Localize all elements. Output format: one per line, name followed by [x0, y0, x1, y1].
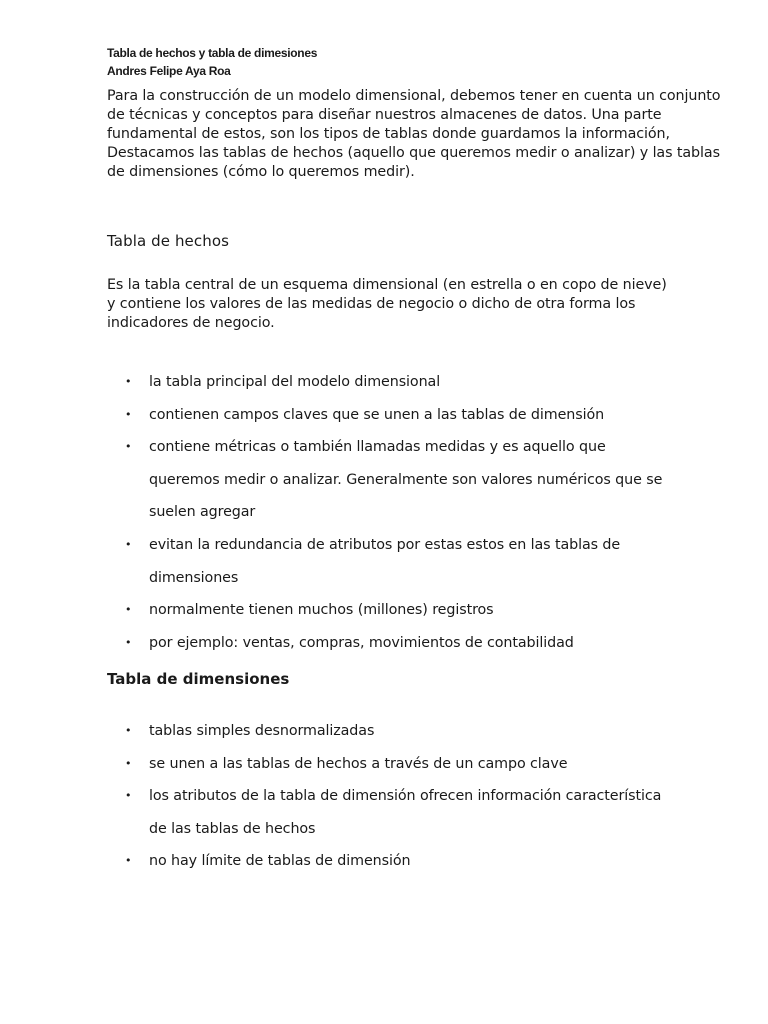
bullet-icon: •: [125, 635, 132, 649]
list-item-text: evitan la redundancia de atributos por estas estos en las tablas de dimensiones: [149, 536, 621, 586]
heading-tabla-de-hechos: Tabla de hechos: [107, 232, 230, 250]
bullet-icon: •: [125, 603, 132, 617]
list-item: [107, 399, 667, 432]
list-item: [107, 780, 667, 845]
document-page: [107, 44, 727, 870]
list-item: [107, 748, 667, 781]
list-item-text: se unen a las tablas de hechos a través de un campo clave: [149, 755, 568, 772]
bullet-icon: •: [125, 854, 132, 868]
list-item-text: tablas simples desnormalizadas: [149, 723, 375, 739]
dimensiones-list: [107, 715, 667, 878]
document-author: Andres Felipe Aya Roa: [107, 64, 231, 78]
hechos-list: [107, 366, 667, 659]
hechos-paragraph: Es la tabla central de un esquema dimensional (en estrella o en copo de nieve) y contiene los valores de las medidas de negocio o dicho de otra forma los indicadores de negocio.: [107, 277, 667, 331]
list-item: [107, 366, 667, 399]
list-item-text: los atributos de la tabla de dimensión ofrecen información característica de las tablas de hechos: [149, 788, 662, 837]
list-item: [107, 594, 667, 627]
list-item: [107, 715, 667, 748]
list-item: [107, 431, 667, 529]
list-item-text: no hay límite de tablas de dimensión: [149, 853, 411, 870]
intro-paragraph: Para la construcción de un modelo dimensional, debemos tener en cuenta un conjunto de técnicas y conceptos para diseñar nuestros almacenes de datos. Una parte fundamental de estos, son los tipos de tablas donde guardamos la información, Destacamos las tablas de hechos (aquello que queremos medir o analizar) y las tablas de dimensiones (cómo lo queremos medir).: [107, 88, 721, 180]
bullet-icon: •: [125, 789, 132, 803]
list-item-text: por ejemplo: ventas, compras, movimientos de contabilidad: [149, 634, 574, 651]
list-item: [107, 529, 667, 594]
document-title: Tabla de hechos y tabla de dimesiones: [107, 46, 318, 60]
list-item: [107, 627, 667, 660]
heading-tabla-de-dimensiones: Tabla de dimensiones: [107, 670, 290, 688]
bullet-icon: •: [125, 756, 132, 770]
bullet-icon: •: [125, 440, 132, 454]
list-item-text: contiene métricas o también llamadas medidas y es aquello que queremos medir o analizar. Generalmente son valores numéricos que se suelen agregar: [149, 439, 663, 521]
bullet-icon: •: [125, 724, 132, 737]
list-item-text: normalmente tienen muchos (millones) registros: [149, 602, 494, 619]
bullet-icon: •: [125, 407, 132, 421]
list-item: [107, 845, 667, 878]
bullet-icon: •: [125, 375, 132, 388]
list-item-text: contienen campos claves que se unen a las tablas de dimensión: [149, 406, 605, 423]
bullet-icon: •: [125, 537, 132, 551]
list-item-text: la tabla principal del modelo dimensional: [149, 374, 441, 390]
